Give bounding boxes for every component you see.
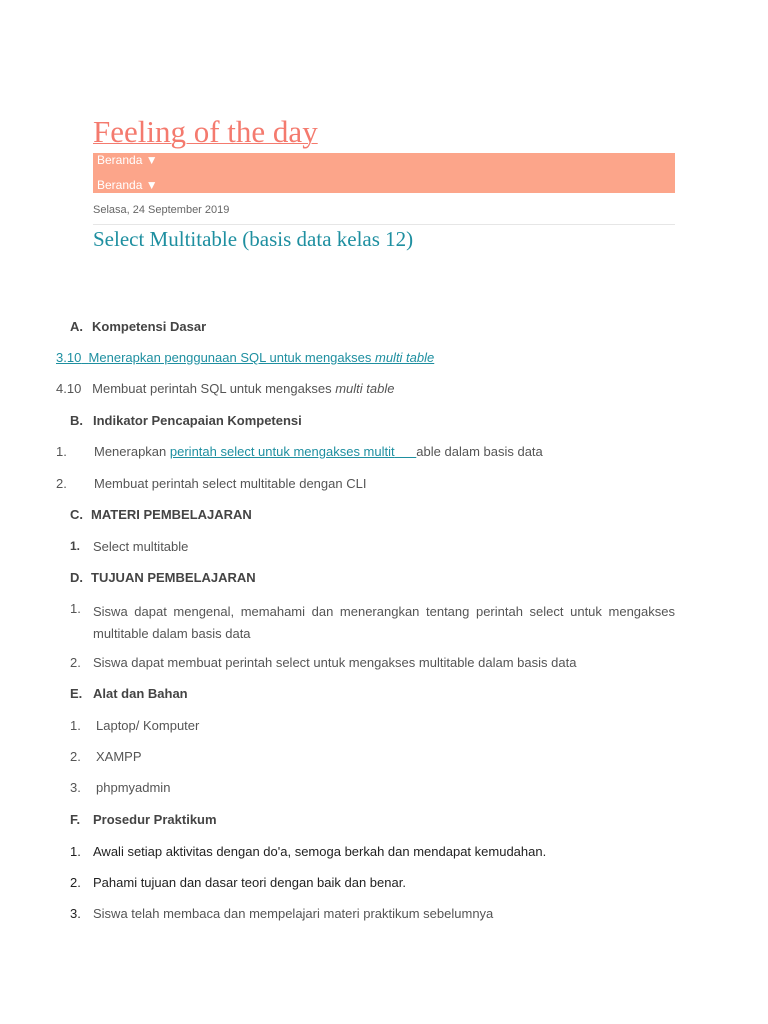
section-letter-f: F. — [70, 812, 81, 827]
list-item-indikator-1 — [94, 444, 543, 459]
list-number: 1. — [70, 601, 81, 616]
nav-item-beranda[interactable]: Beranda ▼ — [97, 153, 158, 167]
nav-item-beranda-2[interactable]: Beranda ▼ — [97, 178, 158, 192]
section-title-tujuan: TUJUAN PEMBELAJARAN — [91, 570, 256, 585]
list-item-alat-2: XAMPP — [96, 749, 142, 764]
list-item-tujuan-2: Siswa dapat membuat perintah select untuk mengakses multitable dalam basis data — [93, 655, 577, 670]
kd-code: 4.10 — [56, 381, 82, 396]
nav-bar — [93, 153, 675, 193]
kd-text-em: multi table — [375, 350, 435, 365]
blog-title[interactable]: Feeling of the day — [93, 114, 318, 149]
list-item-prosedur-1: Awali setiap aktivitas dengan do'a, semoga berkah dan mendapat kemudahan. — [93, 844, 547, 859]
indikator-link[interactable] — [170, 444, 416, 459]
kd-text: Membuat perintah SQL untuk mengakses — [92, 381, 336, 396]
list-item-prosedur-3: Siswa telah membaca dan mempelajari materi praktikum sebelumnya — [93, 906, 494, 921]
link-text: perintah select untuk mengakses multit — [169, 444, 395, 459]
list-item-alat-3: phpmyadmin — [96, 780, 171, 795]
section-letter-e: E. — [70, 686, 83, 701]
list-number: 2. — [70, 655, 81, 670]
list-number: 2. — [70, 749, 81, 764]
list-text: Menerapkan — [94, 444, 170, 459]
kd-code: 3.10 — [56, 350, 82, 365]
list-number: 3. — [70, 780, 81, 795]
post-title[interactable]: Select Multitable (basis data kelas 12) — [93, 227, 414, 251]
section-title-materi: MATERI PEMBELAJARAN — [91, 507, 252, 522]
kd-text: Menerapkan penggunaan SQL untuk mengakses — [88, 350, 375, 365]
section-letter-b: B. — [70, 413, 83, 428]
kd-4-10 — [56, 381, 394, 396]
section-letter-a: A. — [70, 319, 83, 334]
list-item-materi-1: Select multitable — [93, 539, 189, 554]
section-letter-d: D. — [70, 570, 83, 585]
list-item-alat-1: Laptop/ Komputer — [96, 718, 200, 733]
section-title-indikator: Indikator Pencapaian Kompetensi — [93, 413, 302, 428]
section-title-kompetensi-dasar: Kompetensi Dasar — [92, 319, 207, 334]
list-item-tujuan-1: Siswa dapat mengenal, memahami dan menerangkan tentang perintah select untuk mengakses multitable dalam basis data — [93, 604, 675, 641]
list-number: 2. — [70, 875, 81, 890]
link-gap — [395, 444, 417, 459]
section-title-alat: Alat dan Bahan — [93, 686, 188, 701]
section-letter-c: C. — [70, 507, 83, 522]
kd-3-10-link[interactable] — [56, 350, 434, 365]
list-number: 1. — [70, 718, 81, 733]
list-number: 2. — [56, 476, 67, 491]
list-number: 1. — [70, 844, 81, 859]
list-item-prosedur-2: Pahami tujuan dan dasar teori dengan baik dan benar. — [93, 875, 406, 890]
list-item-indikator-2: Membuat perintah select multitable dengan CLI — [94, 476, 367, 491]
list-number: 3. — [70, 906, 81, 921]
list-text-end: able dalam basis data — [416, 444, 543, 459]
section-title-prosedur: Prosedur Praktikum — [93, 812, 217, 827]
divider — [93, 224, 675, 225]
kd-text-em: multi table — [335, 381, 395, 396]
post-date: Selasa, 24 September 2019 — [93, 204, 230, 216]
list-number: 1. — [56, 444, 67, 459]
list-number: 1. — [70, 539, 81, 553]
